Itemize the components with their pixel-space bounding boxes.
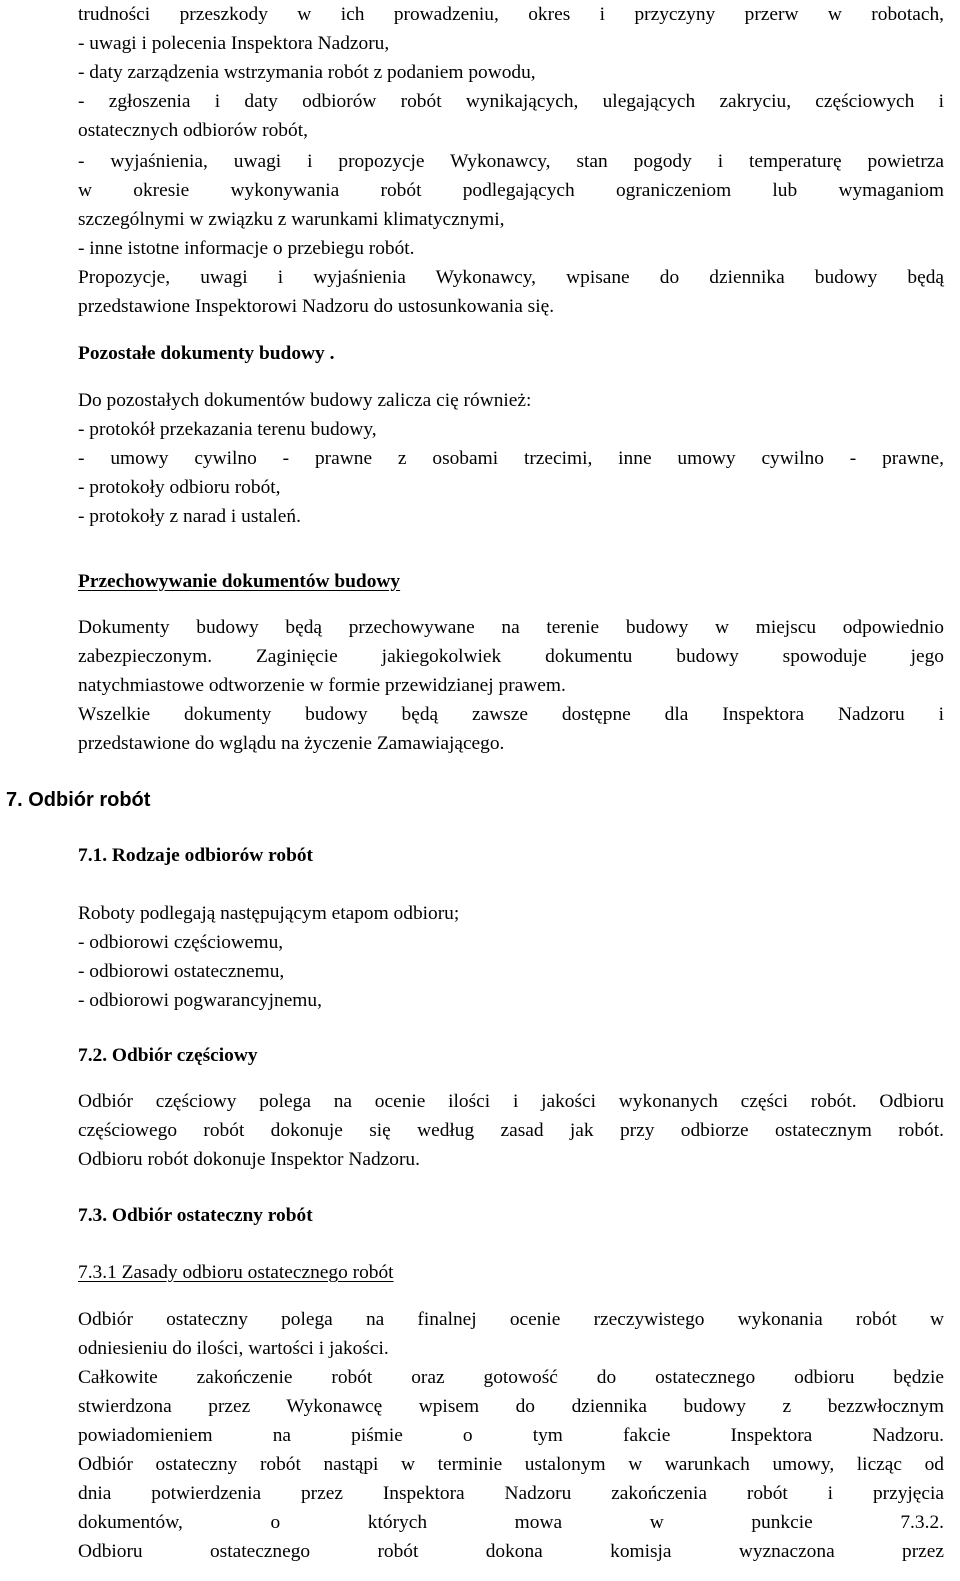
text-line: Wszelkie dokumenty budowy będą zawsze dostępne dla Inspektora Nadzoru i — [78, 704, 944, 725]
section-7-heading: 7. Odbiór robót — [6, 789, 151, 811]
list-item: - protokół przekazania terenu budowy, — [78, 419, 377, 440]
text-line: powiadomieniem na piśmie o tym fakcie Inspektora Nadzoru. — [78, 1425, 944, 1446]
text-line: Do pozostałych dokumentów budowy zalicza cię również: — [78, 390, 532, 411]
text-line: Odbiór ostateczny robót nastąpi w terminie ustalonym w warunkach umowy, licząc od — [78, 1454, 944, 1475]
list-item: - uwagi i polecenia Inspektora Nadzoru, — [78, 33, 390, 54]
list-item: - odbiorowi pogwarancyjnemu, — [78, 990, 322, 1011]
text-line: Całkowite zakończenie robót oraz gotowość do ostatecznego odbioru będzie — [78, 1367, 944, 1388]
text-line: Odbiór częściowy polega na ocenie ilości i jakości wykonanych części robót. Odbioru — [78, 1091, 944, 1112]
list-item: - protokoły odbioru robót, — [78, 477, 281, 498]
text-line: dokumentów, o których mowa w punkcie 7.3.2. — [78, 1512, 944, 1533]
list-item: - protokoły z narad i ustaleń. — [78, 506, 301, 527]
text-line: trudności przeszkody w ich prowadzeniu, okres i przyczyny przerw w robotach, — [78, 4, 944, 25]
subsection-heading-7-3: 7.3. Odbiór ostateczny robót — [78, 1205, 313, 1226]
list-item: - wyjaśnienia, uwagi i propozycje Wykonawcy, stan pogody i temperaturę powietrza — [78, 151, 944, 172]
text-line: Propozycje, uwagi i wyjaśnienia Wykonawcy, wpisane do dziennika budowy będą — [78, 267, 944, 288]
text-line: Odbiór ostateczny polega na finalnej ocenie rzeczywistego wykonania robót w — [78, 1309, 944, 1330]
text-line: odniesieniu do ilości, wartości i jakości. — [78, 1338, 389, 1359]
text-line: szczególnymi w związku z warunkami klimatycznymi, — [78, 209, 505, 230]
subsection-heading-7-1: 7.1. Rodzaje odbiorów robót — [78, 845, 314, 866]
text-line: przedstawione do wglądu na życzenie Zamawiającego. — [78, 733, 505, 754]
text-line: stwierdzona przez Wykonawcę wpisem do dziennika budowy z bezzwłocznym — [78, 1396, 944, 1417]
text-line: natychmiastowe odtworzenie w formie przewidzianej prawem. — [78, 675, 566, 696]
section-heading-pozostale: Pozostałe dokumenty budowy . — [78, 343, 335, 364]
list-item: - daty zarządzenia wstrzymania robót z podaniem powodu, — [78, 62, 536, 83]
subsection-heading-7-3-1: 7.3.1 Zasady odbioru ostatecznego robót — [78, 1262, 394, 1283]
list-item: - odbiorowi częściowemu, — [78, 932, 284, 953]
subsection-heading-7-2: 7.2. Odbiór częściowy — [78, 1045, 258, 1066]
list-item: - odbiorowi ostatecznemu, — [78, 961, 285, 982]
text-line: dnia potwierdzenia przez Inspektora Nadzoru zakończenia robót i przyjęcia — [78, 1483, 944, 1504]
text-line: ostatecznych odbiorów robót, — [78, 120, 308, 141]
text-line: Odbioru robót dokonuje Inspektor Nadzoru. — [78, 1149, 420, 1170]
text-line: w okresie wykonywania robót podlegających ograniczeniom lub wymaganiom — [78, 180, 944, 201]
text-line: zabezpieczonym. Zaginięcie jakiegokolwiek dokumentu budowy spowoduje jego — [78, 646, 944, 667]
list-item: - zgłoszenia i daty odbiorów robót wynikających, ulegających zakryciu, częściowych i — [78, 91, 944, 112]
list-item: - inne istotne informacje o przebiegu robót. — [78, 238, 415, 259]
list-item: - umowy cywilno - prawne z osobami trzecimi, inne umowy cywilno - prawne, — [78, 448, 944, 469]
text-line: przedstawione Inspektorowi Nadzoru do ustosunkowania się. — [78, 296, 555, 317]
text-line: częściowego robót dokonuje się według zasad jak przy odbiorze ostatecznym robót. — [78, 1120, 944, 1141]
text-line: Odbioru ostatecznego robót dokona komisja wyznaczona przez — [78, 1541, 944, 1562]
section-heading-przechowywanie: Przechowywanie dokumentów budowy — [78, 571, 401, 592]
text-line: Roboty podlegają następującym etapom odbioru; — [78, 903, 460, 924]
text-line: Dokumenty budowy będą przechowywane na terenie budowy w miejscu odpowiednio — [78, 617, 944, 638]
